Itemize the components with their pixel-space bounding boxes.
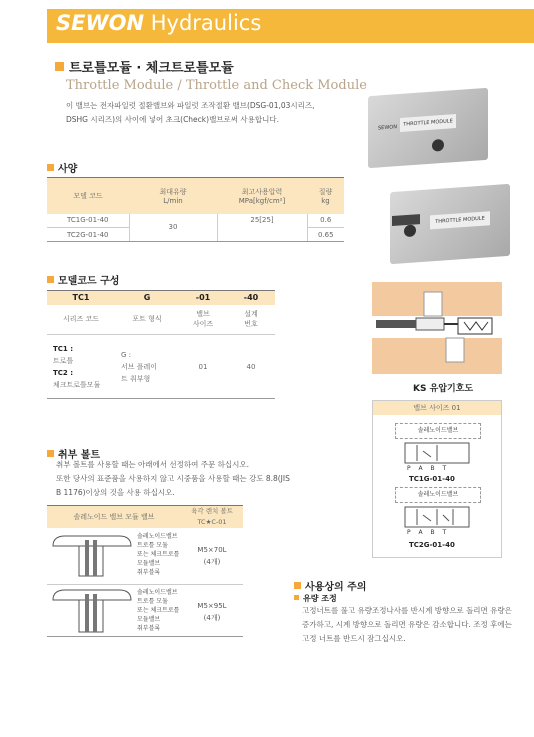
bullet-square-icon bbox=[294, 595, 299, 600]
code-design: -40 bbox=[227, 291, 275, 305]
spec-header-pressure: 최고사용압력 MPa[kgf/cm²] bbox=[217, 178, 307, 214]
spec-weight: 0.6 bbox=[320, 216, 332, 225]
bullet-square-icon bbox=[47, 276, 54, 283]
bolt-header-left: 솔레노이드 밸브 모듈 밸브 bbox=[47, 506, 181, 528]
bolt-labels-1: 솔레노이드밸브 트로틀 모듈 또는 체크트로틀 모듈밸브 취부블록 bbox=[137, 533, 180, 576]
spec-pressure: 25[25] bbox=[217, 214, 307, 242]
code-series: TC1 bbox=[47, 291, 115, 305]
caution-text: 고정너트를 풀고 유량조정나사를 반시계 방향으로 돌리면 유량은 증가하고, 시계 방향으로 돌리면 유량은 감소합니다. 조정 후에는 고정 너트를 반드시 잠그십시오. bbox=[302, 606, 512, 643]
ks-symbol-1 bbox=[403, 441, 471, 465]
code-desc-size: 01 bbox=[198, 362, 208, 371]
bolt-heading: 취부 볼트 bbox=[47, 446, 100, 461]
spec-model: TC1G-01-40 bbox=[47, 214, 129, 228]
code-label-port: 포트 형식 bbox=[132, 315, 162, 324]
ks-ports: P A B T bbox=[407, 529, 450, 536]
ks-symbol-2 bbox=[403, 505, 471, 529]
code-label-series: 시리즈 코드 bbox=[62, 315, 100, 324]
bolt-text: 취부 볼트를 사용할 때는 아래에서 선정하여 주문 하십시오. 또한 당사의 표준품을 사용하지 않고 시중품을 사용할 때는 강도 8.8(JIS B 1176)이상의 것을 사용 하십시오. bbox=[56, 460, 290, 497]
bolt-divider bbox=[47, 584, 243, 585]
spec-header-model: 모델 코드 bbox=[47, 178, 129, 214]
ks-ports: P A B T bbox=[407, 465, 450, 472]
model-code-heading: 모델코드 구성 bbox=[47, 272, 119, 287]
bolt-header-right: 육각 렌치 볼트 TC★C-01 bbox=[181, 506, 243, 528]
ks-model-2: TC2G-01-40 bbox=[409, 541, 455, 549]
code-port: G bbox=[115, 291, 179, 305]
bolt-drawing-2 bbox=[49, 588, 135, 634]
spec-table bbox=[47, 177, 344, 242]
photo-label: THROTTLE MODULE bbox=[400, 114, 456, 132]
ks-symbol-box bbox=[372, 400, 502, 558]
product-photo-1 bbox=[368, 88, 488, 168]
bullet-square-icon bbox=[294, 582, 301, 589]
bolt-drawing-1 bbox=[49, 532, 135, 580]
bolt-labels-2: 솔레노이드밸브 트로틀 모듈 또는 체크트로틀 모듈밸브 취부블록 bbox=[137, 589, 180, 632]
brand-logo: SEWON Hydraulics bbox=[56, 11, 262, 35]
knob-icon bbox=[404, 224, 416, 237]
photo-label: THROTTLE MODULE bbox=[430, 211, 490, 229]
bolt-table bbox=[47, 505, 243, 637]
intro-text: 이 밸브는 전자파일럿 절환밸브와 파일럿 조작절환 밸브(DSG-01,03시리즈, DSHG 시리즈)의 사이에 넣어 초크(Check)밸브로써 사용합니다. bbox=[66, 101, 315, 124]
code-desc-design: 40 bbox=[246, 362, 256, 371]
ks-solenoid-box: 솔레노이드밸브 bbox=[395, 487, 481, 503]
bullet-square-icon bbox=[47, 450, 54, 457]
spec-header-weight: 질량 kg bbox=[307, 178, 344, 214]
spec-header-flow: 최대유량 L/min bbox=[129, 178, 217, 214]
cross-section-diagram bbox=[372, 282, 502, 374]
spec-model: TC2G-01-40 bbox=[47, 228, 129, 242]
spec-heading: 사양 bbox=[47, 160, 77, 175]
model-code-table bbox=[47, 290, 275, 399]
code-label-design: 설계 번호 bbox=[244, 310, 258, 329]
bolt-spec-2: M5×95L (4개) bbox=[197, 602, 227, 622]
bullet-square-icon bbox=[47, 164, 54, 171]
ks-size-label: 밸브 사이즈 01 bbox=[373, 401, 501, 415]
caution-subheading: 유량 조정 bbox=[294, 593, 337, 604]
page-title: 트로틀모듈 · 체크트로틀모듈 bbox=[55, 57, 234, 76]
screw-icon bbox=[392, 214, 420, 226]
code-desc-series: TC1 : 트로틀 TC2 : 체크트로틀모듈 bbox=[53, 344, 101, 389]
knob-icon bbox=[432, 139, 444, 152]
page-title-en: Throttle Module / Throttle and Check Module bbox=[66, 78, 367, 93]
caution-heading: 사용상의 주의 bbox=[294, 578, 366, 593]
code-size: -01 bbox=[179, 291, 227, 305]
bullet-square-icon bbox=[55, 62, 64, 71]
photo-brand: SEWON bbox=[378, 124, 397, 132]
spec-weight: 0.65 bbox=[317, 230, 334, 239]
code-desc-port: G : 서브 플레이 트 취부형 bbox=[121, 350, 158, 383]
ks-symbol-heading: KS 유압기호도 bbox=[413, 384, 474, 394]
product-photo-2 bbox=[390, 184, 510, 264]
bolt-spec-1: M5×70L (4개) bbox=[197, 546, 227, 566]
ks-model-1: TC1G-01-40 bbox=[409, 475, 455, 483]
ks-solenoid-box: 솔레노이드밸브 bbox=[395, 423, 481, 439]
spec-flow: 30 bbox=[129, 214, 217, 242]
code-label-size: 밸브 사이즈 bbox=[192, 310, 214, 329]
